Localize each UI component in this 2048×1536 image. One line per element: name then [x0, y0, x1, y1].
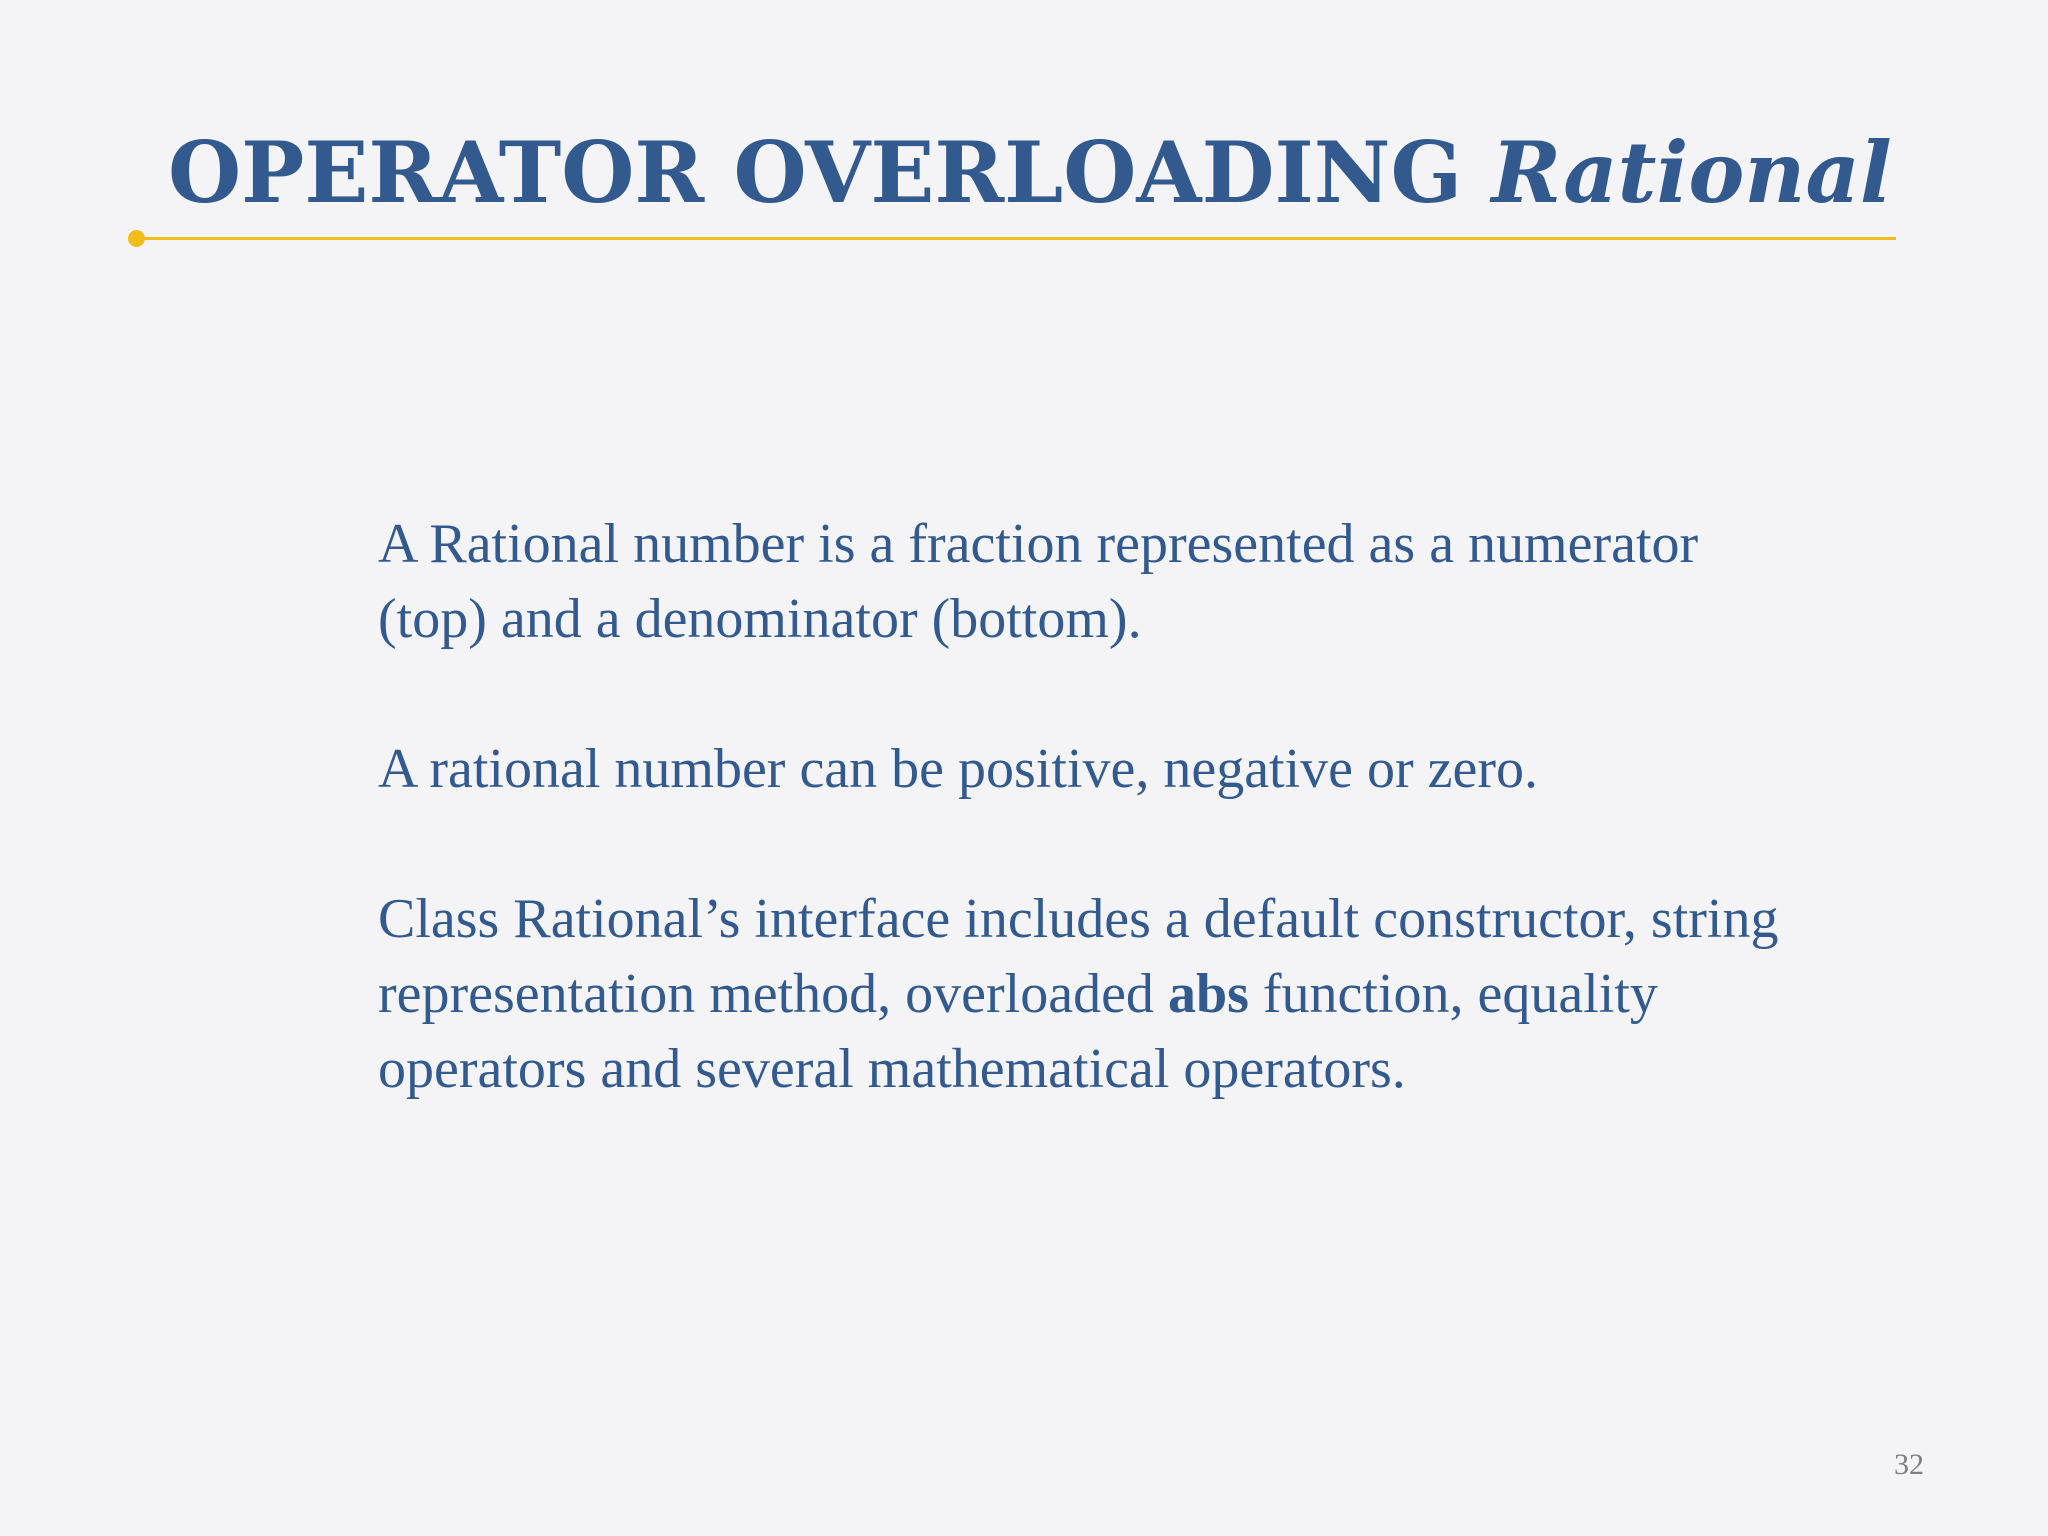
- slide-body: [378, 507, 1798, 1107]
- slide-title: [168, 118, 1892, 228]
- slide-title-italic: Rational: [1491, 123, 1892, 222]
- page-number: 32: [1894, 1448, 1924, 1481]
- paragraph-rational-definition: A Rational number is a fraction represented as a numerator (top) and a denominator (bottom).: [378, 513, 1699, 650]
- slide-title-main: OPERATOR OVERLOADING: [168, 123, 1463, 222]
- paragraph-rational-sign: A rational number can be positive, negative or zero.: [378, 738, 1539, 800]
- abs-function-name: abs: [1167, 963, 1249, 1025]
- title-underline-rule: [136, 237, 1896, 240]
- interface-text-before: Class Rational’s interface includes a default constructor, string representation method, overloaded: [378, 888, 1779, 1025]
- paragraph-class-interface: [378, 882, 1798, 1107]
- interface-text-after: function, equality operators and several mathematical operators.: [378, 963, 1658, 1100]
